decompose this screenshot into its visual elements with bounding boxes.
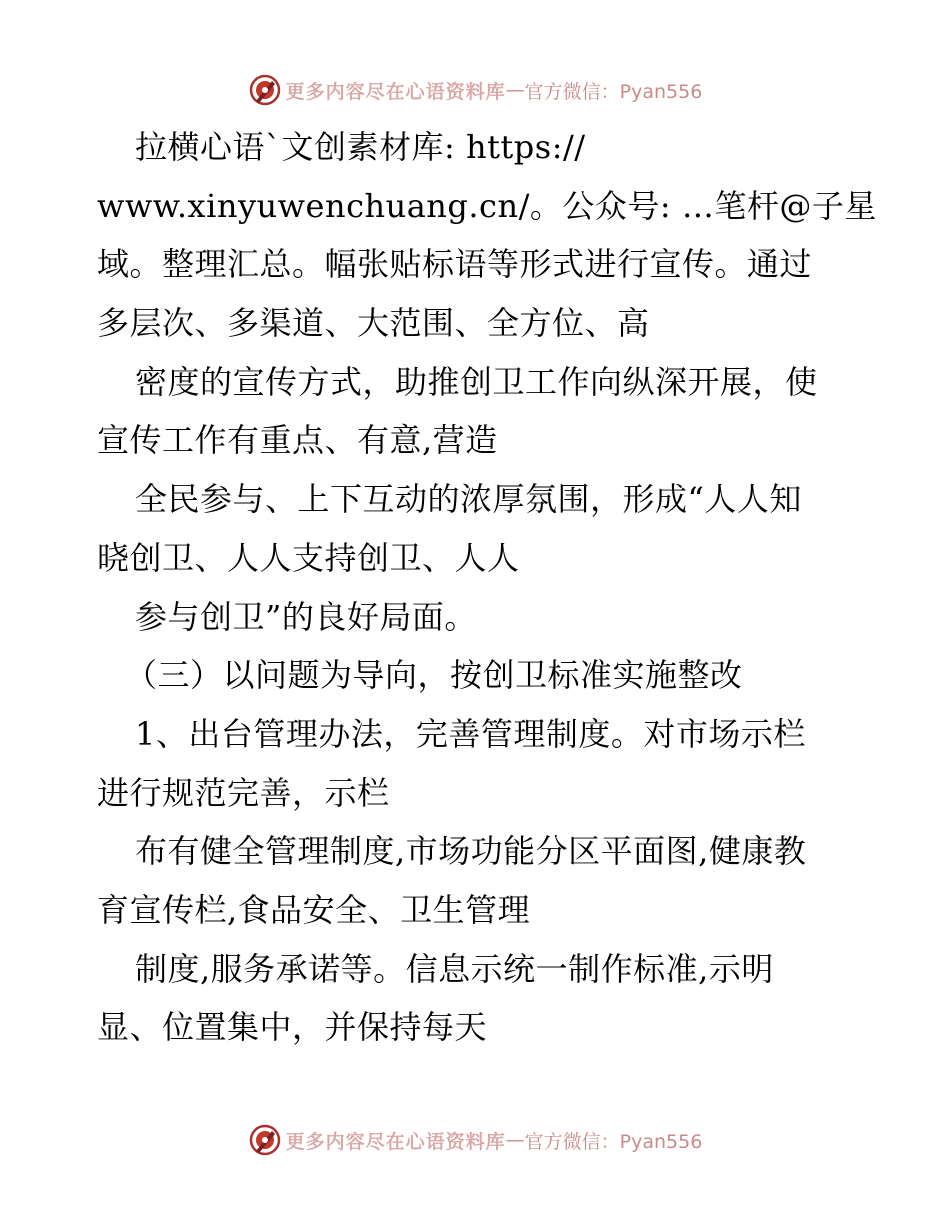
body-line: 制度,服务承诺等。信息示统一制作标准,示明 bbox=[135, 949, 774, 988]
body-line: 拉横心语`文创素材库: https:// bbox=[135, 128, 586, 166]
body-line: 全民参与、上下互动的浓厚氛围，形成“人人知 bbox=[135, 480, 802, 519]
body-line: 晓创卫、人人支持创卫、人人 bbox=[97, 538, 520, 577]
body-line: 进行规范完善，示栏 bbox=[97, 773, 390, 812]
body-line: 多层次、多渠道、大范围、全方位、高 bbox=[97, 304, 650, 343]
logo-icon bbox=[248, 1123, 282, 1157]
footer-banner-separator: — bbox=[505, 1129, 525, 1151]
header-banner bbox=[0, 70, 950, 110]
footer-banner-wechat: 官方微信：Pyan556 bbox=[524, 1130, 703, 1153]
footer-banner-text: 更多内容尽在心语资料库 bbox=[285, 1130, 506, 1153]
header-banner-text: 更多内容尽在心语资料库 bbox=[285, 80, 506, 103]
body-line: 参与创卫”的良好局面。 bbox=[135, 597, 477, 636]
header-banner-separator: — bbox=[505, 79, 525, 101]
body-line: 布有健全管理制度,市场功能分区平面图,健康教 bbox=[135, 832, 807, 871]
body-line: 1、出台管理办法，完善管理制度。对市场示栏 bbox=[135, 714, 806, 753]
document-body bbox=[97, 118, 877, 1057]
body-line: www.xinyuwenchuang.cn/。公众号: …笔杆@子星 bbox=[97, 186, 877, 225]
body-line: 显、位置集中，并保持每天 bbox=[97, 1008, 488, 1047]
body-line: 宣传工作有重点、有意,营造 bbox=[97, 421, 498, 460]
logo-icon bbox=[248, 73, 282, 107]
body-line: 域。整理汇总。幅张贴标语等形式进行宣传。通过 bbox=[97, 245, 813, 284]
section-heading: （三）以问题为导向，按创卫标准实施整改 bbox=[125, 656, 743, 695]
body-line: 育宣传栏,食品安全、卫生管理 bbox=[97, 890, 531, 929]
header-banner-wechat: 官方微信：Pyan556 bbox=[524, 80, 703, 103]
footer-banner bbox=[0, 1120, 950, 1160]
body-line: 密度的宣传方式，助推创卫工作向纵深开展，使 bbox=[135, 362, 818, 401]
